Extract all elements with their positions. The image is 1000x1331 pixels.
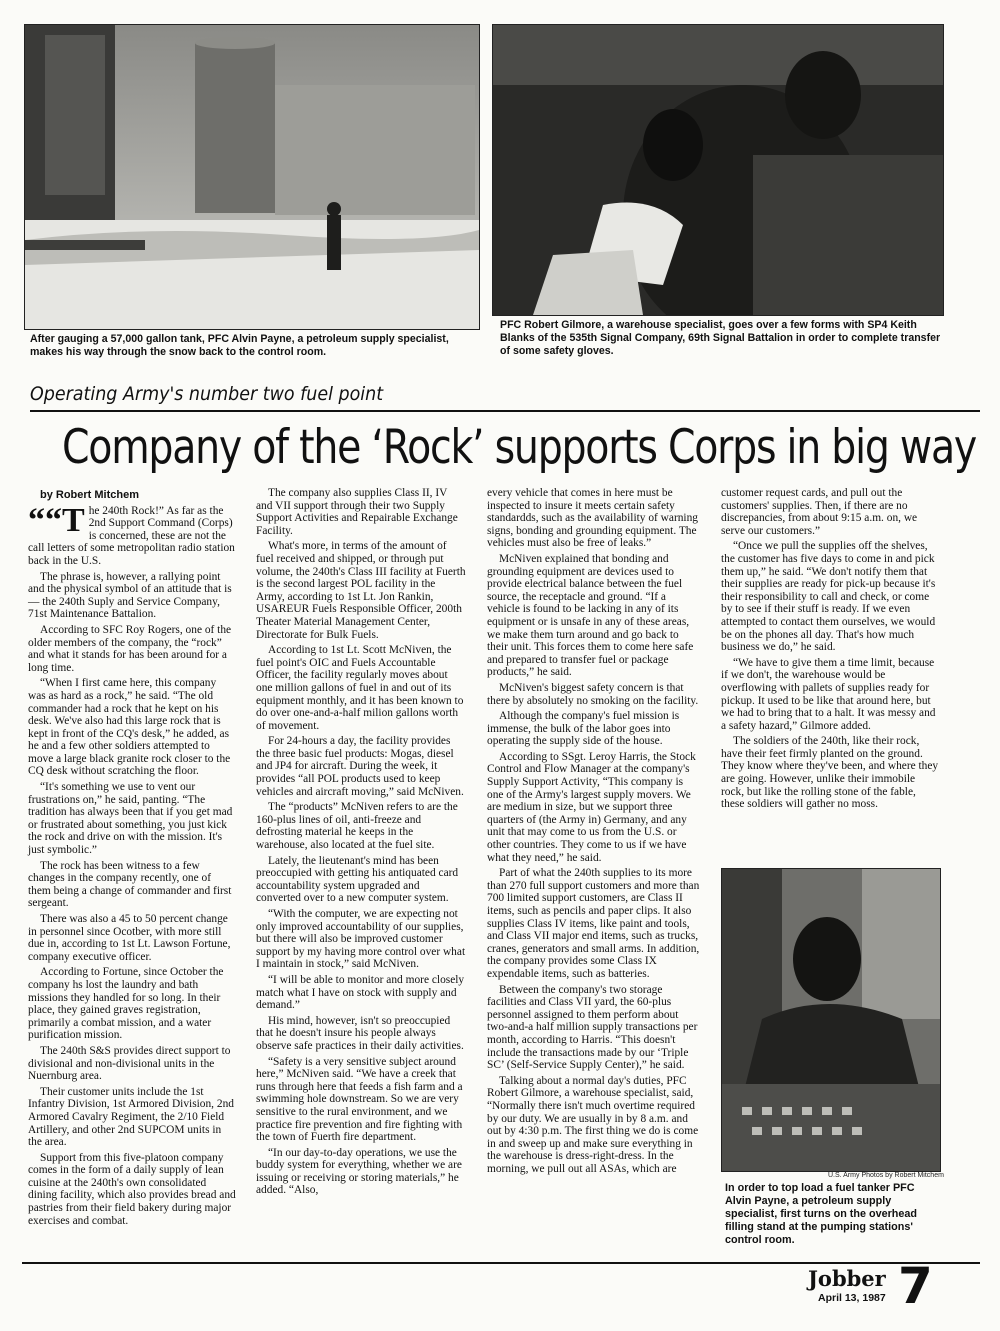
article-column-1 <box>28 489 236 1230</box>
article-paragraph: Support from this five-platoon company comes in the form of a daily supply of lean cuisine at the 240th's own consolidated dining facility, which also provides bread and pastries from their field bakery during major exercises and combat. <box>28 1151 236 1227</box>
photo-safety-gloves <box>492 24 944 316</box>
footer-rule <box>22 1262 980 1264</box>
photo-credit: U.S. Army Photos by Robert Mitchem <box>828 1172 944 1179</box>
article-paragraph: Between the company's two storage facilities and Class VII yard, the 60-plus personnel assigned to them perform about two-and-a half million supply transactions per month, according to Harris. “This doesn't include the transactions made by our ‘Triple SC’ (Self-Service Supply Center),” he said. <box>487 983 698 1072</box>
article-paragraph: According to 1st Lt. Scott McNiven, the fuel point's OIC and Fuels Accountable Officer, the facility regularly moves about one million gallons of fuel in and out of its equipment monthly, and it has been known to do over one-and-a-half milion gallons worth of movement. <box>256 644 464 732</box>
article-paragraph: According to SSgt. Leroy Harris, the Stock Control and Flow Manager at the company's Supply Support Activity, “This company is one of the Army's largest supply movers. We are medium in size, but we support three quarters of (the Army in) Germany, and any unit that may come to us from the U.S. or other countries. They come to us if we have what they need,” he said. <box>487 750 696 864</box>
article-paragraph: What's more, in terms of the amount of fuel received and shipped, or through put volume, the 240th's Class III facility at Fuerth is the second largest POL facility in the Army, according to 1st Lt. Jon Rankin, USAREUR Fuels Responsible Officer, 200th Theater Material Management Center, Directorate for Bulk Fuels. <box>256 540 466 641</box>
gloves-photo-caption: PFC Robert Gilmore, a warehouse specialist, goes over a few forms with SP4 Keith Blanks of the 535th Signal Company, 69th Signal Battalion in order to complete transfer of some safety gloves. <box>500 319 941 357</box>
article-paragraph: According to SFC Roy Rogers, one of the older members of the company, the “rock” and what it stands for has been around for a long time. <box>28 623 232 674</box>
article-paragraph: “When I first came here, this company was as hard as a rock,” he said. “The old commander had a rock that he kept on his desk. We've also had this large rock that is kept in front of the CQ's desk,” he added, as he and a few other soldiers attempted to move a large black granite rock closer to the CQ desk without scratching the floor. <box>28 677 231 778</box>
article-paragraph: Lately, the lieutenant's mind has been preoccupied with getting his antiquated card accountability system upgraded and converted over to a new computer system. <box>256 854 459 905</box>
article-headline: Company of the ‘Rock’ supports Corps in big way <box>62 420 976 475</box>
article-paragraph: “Once we pull the supplies off the shelves, the customer has five days to come in and pick them up,” he said. “We don't notify them that their supplies are ready for pick-up because it's their responsibility to call and check, or come by to see if their stuff is ready. If we even attempted to contact them ourselves, we would be on the phones all day. That's how much business we do,” he said. <box>721 540 936 654</box>
article-paragraph: customer request cards, and pull out the customers' supplies. Then, if there are no discrepancies, from about 9:15 a.m. on, we serve our customers.” <box>721 487 918 537</box>
photo-fuel-tank-snow <box>24 24 480 330</box>
article-paragraph: McNiven explained that bonding and grounding equipment are devices used to provide electrical balance between the fuel source, the receptacle and ground. “If a vehicle is found to be lacking in any of its equipment or is unsafe in any of these areas, we make them turn around and go back to their unit. This forces them to come here safe and prepared to transfer fuel or package products,” he said. <box>487 552 694 679</box>
page-number: 7 <box>898 1257 933 1315</box>
article-paragraph: McNiven's biggest safety concern is that there by absolutely no smoking on the facility. <box>487 681 699 707</box>
control-room-photo-caption: In order to top load a fuel tanker PFC Alvin Payne, a petroleum supply specialist, first turns on the overhead filling stand at the pumping stations' control room. <box>725 1182 917 1246</box>
article-kicker: Operating Army's number two fuel point <box>30 383 384 405</box>
article-paragraph: There was also a 45 to 50 percent change in personnel since Ocotber, with more still due in, according to 1st Lt. Lawson Fortune, company executive officer. <box>28 913 231 963</box>
article-paragraph: Their customer units include the 1st Infantry Division, 1st Armored Division, 2nd Armored Cavalry Regiment, the 2/10 Field Artillery, and other 2nd SUPCOM units in the area. <box>28 1085 234 1149</box>
article-paragraph: Part of what the 240th supplies to its more than 270 full support customers and more than 700 limited support customers, are Class II items, such as pencils and paper clips. It also supplies Class IV items, like paint and tools, and Class VII major end items, such as trucks, cranes, generators and small arms. In addition, the company provides some Class IX expendable items, such as batteries. <box>487 867 700 980</box>
issue-date: April 13, 1987 <box>818 1292 886 1304</box>
article-paragraph: “In our day-to-day operations, we use the buddy system for everything, whether we are issuing or receiving or storing materials,” he added. “Also, <box>256 1146 462 1197</box>
publication-name: Jobber <box>808 1266 886 1291</box>
article-paragraph: “We have to give them a time limit, because if we don't, the warehouse would be overflowing with pallets of supplies ready for pickup. It used to be like that around here, but we had to bring that to a halt. It was messy and a safety hazard,” Gilmore added. <box>721 656 936 732</box>
article-paragraph: ““T he 240th Rock!” As far as the 2nd Support Command (Corps) is concerned, these are not the call letters of some metropolitan radio station back in the U.S. <box>28 501 235 567</box>
photo-control-room <box>721 868 941 1172</box>
article-column-3 <box>487 487 701 1178</box>
article-paragraph: “With the computer, we are expecting not only improved accountability of our supplies, but there will also be improved customer support by my having more control over what I maintain in stock,” said McNiven. <box>256 908 466 971</box>
article-paragraph: every vehicle that comes in here must be inspected to insure it meets certain safety standardds, such as the availability of warning signs, bonding and grounding equipment. The vehicles must also be free of leaks.” <box>487 487 698 550</box>
article-paragraph: Although the company's fuel mission is immense, the bulk of the labor goes into operating the supply side of the house. <box>487 710 680 748</box>
tank-photo-caption: After gauging a 57,000 gallon tank, PFC Alvin Payne, a petroleum supply specialist, makes his way through the snow back to the control room. <box>30 333 449 358</box>
article-paragraph: The soldiers of the 240th, like their rock, have their feet firmly planted on the ground. They know where they've been, and where they are going. However, unlike their immobile rock, but like the rolling stone of the fable, these soldiers will gather no moss. <box>721 735 939 811</box>
kicker-rule <box>30 410 980 412</box>
article-paragraph: “It's something we use to vent our frustrations on,” he said, panting. “The tradition has always been that if you get mad or frustrated about something, you just kick the rock and drive on with the mission. It's just symbolic.” <box>28 781 233 857</box>
article-paragraph: The phrase is, however, a rallying point and the physical symbol of an attitude that is — the 240th Suply and Service Company, 71st Maintenance Battalion. <box>28 570 232 621</box>
article-paragraph: The company also supplies Class II, IV and VII support through their two Supply Support Activities and Repairable Exchange Facility. <box>256 487 458 537</box>
article-paragraph: “Safety is a very sensitive subject around here,” McNiven said. “We have a creek that runs through here that feeds a fish farm and a swimming hole downstream. So we are very sensitive to the rural environment, and we practice fire prevention and fire fighting with the town of Fuerth fire department. <box>256 1055 463 1144</box>
article-paragraph: “I will be able to monitor and more closely match what I have on stock with supply and demand.” <box>256 973 465 1012</box>
article-paragraph: His mind, however, isn't so preoccupied that he doesn't insure his people always observe safe practices in their daily activities. <box>256 1014 464 1052</box>
article-column-2 <box>256 487 466 1200</box>
article-column-4 <box>721 487 939 814</box>
article-paragraph: For 24-hours a day, the facility provides the three basic fuel products: Mogas, diesel and JP4 for aircraft. During the week, it provides “all POL products used to keep vehicles and aircraft moving,” said McNiven. <box>256 735 464 798</box>
article-paragraph: The “products” McNiven refers to are the 160-plus lines of oil, anti-freeze and defrosting material he keeps in the warehouse, also located at the fuel site. <box>256 801 458 852</box>
article-paragraph: According to Fortune, since October the company hs lost the laundry and bath missions they handled for so long. In their place, they gained graves registration, primarily a combat mission, and a water purification mission. <box>28 966 224 1042</box>
article-paragraph: The 240th S&S provides direct support to divisional and non-divisional units in the Nuernburg area. <box>28 1044 231 1083</box>
byline: by Robert Mitchem <box>40 489 140 501</box>
article-paragraph: Talking about a normal day's duties, PFC Robert Gilmore, a warehouse specialist, said, “Normally there isn't much overtime required by our duty. We are usually in by 8 a.m. and out by 4:30 p.m. The first thing we do is come in and sweep up and make sure everything in the warehouse is dress-right-dress. In the morning, we pull out all ASAs, which are <box>487 1074 699 1175</box>
drop-cap: ““T <box>28 501 85 539</box>
article-paragraph: The rock has been witness to a few changes in the company recently, one of them being a change of commander and first sergeant. <box>28 859 232 910</box>
